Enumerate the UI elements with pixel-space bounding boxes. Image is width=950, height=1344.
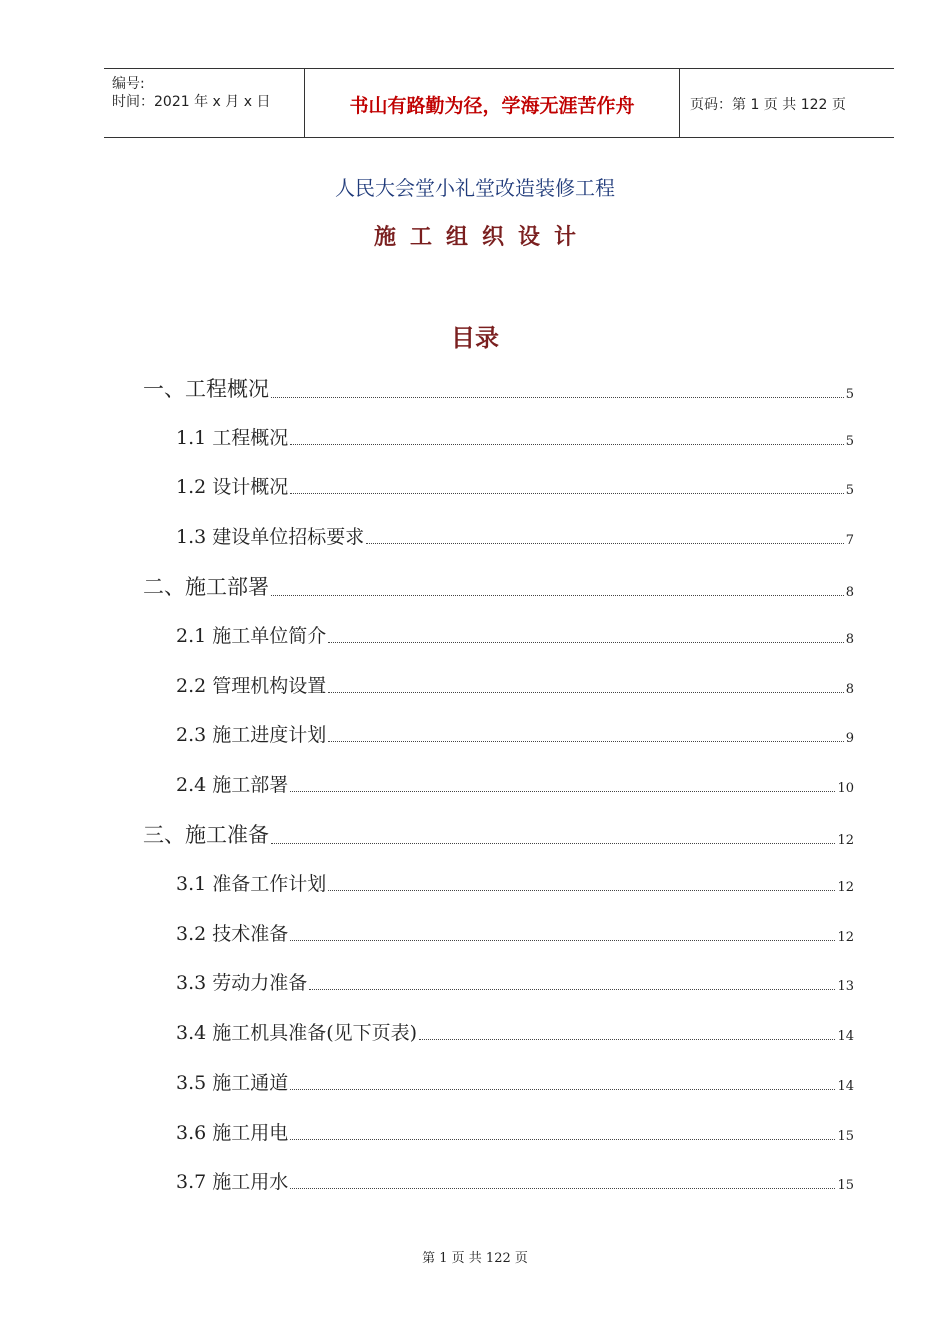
document-title: 施工组织设计 — [373, 224, 590, 250]
toc-entry-label: 3.6 施工用电 — [176, 1122, 289, 1144]
toc-entry-page: 14 — [837, 1079, 854, 1094]
toc-entry-label: 3.2 技术准备 — [176, 923, 289, 945]
toc-entry[interactable] — [176, 1118, 854, 1145]
toc-entry[interactable] — [176, 621, 854, 648]
toc-leader-dots — [290, 1138, 835, 1140]
toc-entry-page: 12 — [837, 880, 854, 895]
toc-entry-page: 13 — [837, 979, 854, 994]
header-meta-cell — [104, 69, 304, 137]
header-motto-cell — [304, 69, 680, 137]
toc-entry-label: 3.5 施工通道 — [176, 1072, 289, 1094]
number-label: 编号: — [112, 76, 145, 92]
toc-entry[interactable] — [176, 522, 854, 549]
toc-entry-label: 2.1 施工单位简介 — [176, 625, 327, 647]
motto-text: 书山有路勤为径，学海无涯苦作舟 — [349, 95, 635, 117]
toc-entry-label: 1.3 建设单位招标要求 — [176, 526, 365, 548]
toc-entry[interactable] — [143, 571, 854, 601]
toc-leader-dots — [290, 790, 835, 792]
toc-leader-dots — [271, 842, 835, 844]
toc-entry-page: 9 — [845, 731, 854, 746]
toc-leader-dots — [290, 939, 835, 941]
toc-leader-dots — [309, 988, 835, 990]
toc-entry-label: 二、施工部署 — [143, 575, 269, 599]
toc-entry-page: 8 — [845, 632, 854, 647]
toc-entry[interactable] — [176, 968, 854, 995]
toc-entry-label: 2.3 施工进度计划 — [176, 724, 327, 746]
page-header — [104, 68, 894, 138]
toc-entry-label: 1.1 工程概况 — [176, 427, 289, 449]
toc-entry-label: 2.2 管理机构设置 — [176, 675, 327, 697]
toc-title: 目录 — [451, 323, 499, 352]
toc-entry[interactable] — [176, 1167, 854, 1194]
toc-entry[interactable] — [143, 819, 854, 849]
toc-entry[interactable] — [176, 472, 854, 499]
toc-entry[interactable] — [143, 373, 854, 403]
toc-entry-page: 15 — [837, 1178, 854, 1193]
toc-entry-label: 2.4 施工部署 — [176, 774, 289, 796]
toc-entry-page: 7 — [845, 533, 854, 548]
toc-entry[interactable] — [176, 423, 854, 450]
toc-entry[interactable] — [176, 869, 854, 896]
toc-entry-page: 5 — [845, 483, 854, 498]
toc-entry[interactable] — [176, 1018, 854, 1045]
toc-entry[interactable] — [176, 671, 854, 698]
time-label: 时间：2021 年 x 月 x 日 — [112, 94, 271, 110]
toc-entry[interactable] — [176, 720, 854, 747]
toc-leader-dots — [290, 492, 843, 494]
toc-entry-label: 3.4 施工机具准备(见下页表) — [176, 1022, 418, 1044]
toc-entry-label: 3.7 施工用水 — [176, 1171, 289, 1193]
toc-leader-dots — [271, 594, 844, 596]
toc-entry-page: 8 — [845, 585, 854, 600]
toc-entry-page: 8 — [845, 682, 854, 697]
page-info: 页码：第 1 页 共 122 页 — [690, 97, 846, 113]
toc-entry-page: 5 — [845, 387, 854, 402]
toc-entry-page: 15 — [837, 1129, 854, 1144]
toc-leader-dots — [290, 443, 843, 445]
toc-entry[interactable] — [176, 770, 854, 797]
toc-entry-label: 三、施工准备 — [143, 823, 269, 847]
toc-entry-label: 一、工程概况 — [143, 377, 269, 401]
toc-entry-page: 12 — [837, 833, 854, 848]
project-name: 人民大会堂小礼堂改造装修工程 — [335, 176, 615, 200]
toc-entry-page: 5 — [845, 434, 854, 449]
toc-leader-dots — [366, 542, 843, 544]
toc-leader-dots — [328, 740, 843, 742]
toc-entry-label: 3.1 准备工作计划 — [176, 873, 327, 895]
header-page-cell — [680, 69, 894, 137]
toc-leader-dots — [328, 691, 843, 693]
toc-leader-dots — [290, 1088, 835, 1090]
toc-leader-dots — [328, 889, 835, 891]
toc-leader-dots — [328, 641, 843, 643]
page-footer: 第 1 页 共 122 页 — [422, 1251, 528, 1266]
toc-entry[interactable] — [176, 1068, 854, 1095]
toc-leader-dots — [290, 1187, 835, 1189]
toc-entry[interactable] — [176, 919, 854, 946]
toc-entry-page: 12 — [837, 930, 854, 945]
toc-leader-dots — [271, 396, 844, 398]
toc-entry-label: 1.2 设计概况 — [176, 476, 289, 498]
toc-entry-page: 14 — [837, 1029, 854, 1044]
toc-entry-page: 10 — [837, 781, 854, 796]
toc-leader-dots — [419, 1038, 835, 1040]
toc-entry-label: 3.3 劳动力准备 — [176, 972, 308, 994]
